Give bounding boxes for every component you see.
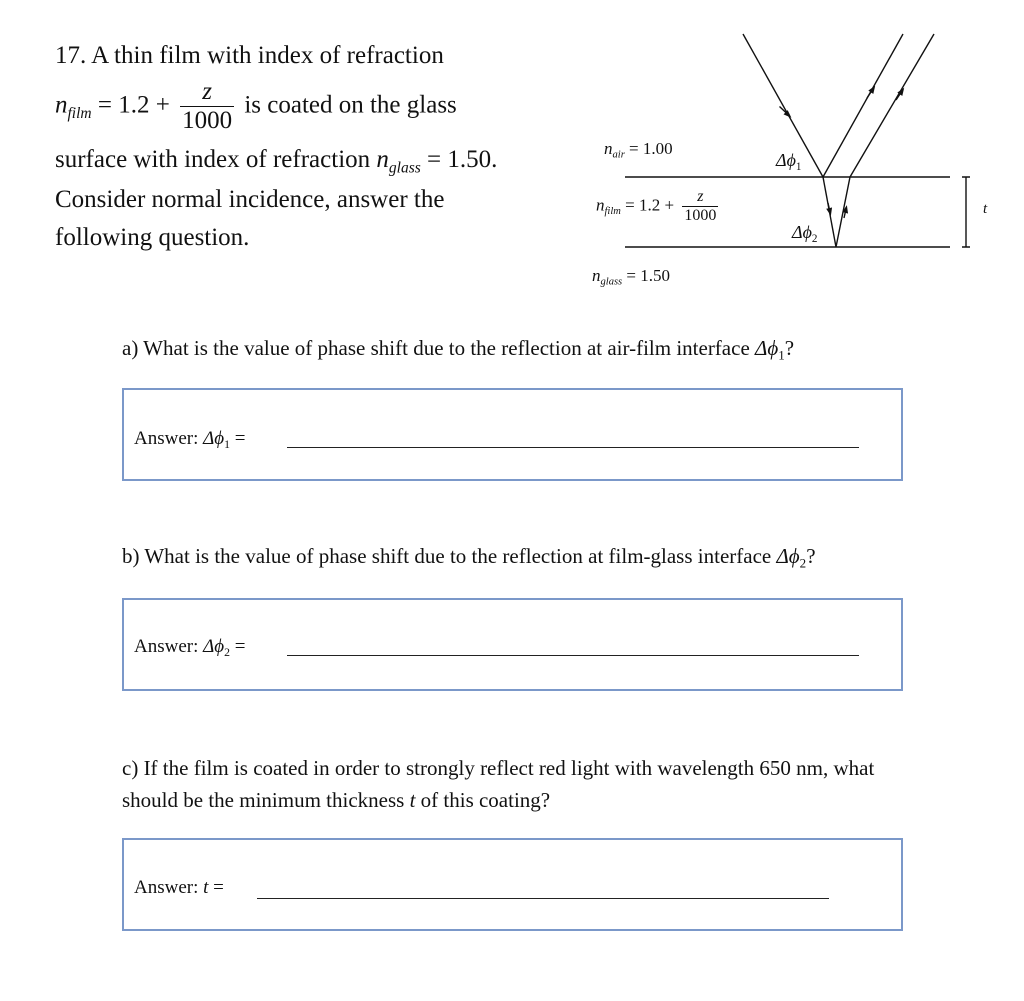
part-b-text: b) What is the value of phase shift due to the reflection at film-glass interface <box>122 544 777 568</box>
part-a-end: ? <box>784 336 795 360</box>
thin-film-diagram <box>0 0 1024 300</box>
film-subscript: film <box>604 206 621 218</box>
answer-c-label <box>134 877 224 899</box>
film-equation-prefix: = 1.2 + <box>91 91 177 119</box>
part-a-text: a) What is the value of phase shift due to the reflection at air-film interface <box>122 336 756 360</box>
film-prefix: = 1.2 + <box>620 195 679 215</box>
answer-subscript: 1 <box>224 438 231 452</box>
air-subscript: air <box>612 149 625 161</box>
phase-subscript: 2 <box>811 232 818 245</box>
part-b-symbol: Δϕ <box>776 544 800 568</box>
answer-box-b[interactable] <box>122 598 903 691</box>
answer-var: t <box>203 877 209 898</box>
part-c-line-2-start: should be the minimum thickness <box>122 788 410 812</box>
part-a-question <box>122 336 794 361</box>
phase-symbol: Δϕ <box>776 150 796 170</box>
part-b-end: ? <box>806 544 816 568</box>
answer-b-blank[interactable] <box>287 655 859 656</box>
air-index-label: $n_{air} = 1.00$ <box>604 139 673 161</box>
n-symbol: n <box>376 146 389 173</box>
answer-a-label <box>134 428 246 450</box>
question-line-5: following question. <box>55 224 250 251</box>
glass-value: = 1.50. <box>420 146 498 173</box>
part-b-question <box>122 544 816 569</box>
part-c-line-2-end: of this coating? <box>415 788 551 812</box>
internal-arrow <box>844 209 846 218</box>
answer-box-c[interactable] <box>122 838 903 931</box>
air-value: = 1.00 <box>624 139 673 158</box>
diagram-fraction <box>682 188 718 225</box>
thickness-bracket <box>962 177 970 247</box>
answer-prefix: Answer: <box>134 636 204 657</box>
question-line-2-rest: is coated on the glass <box>244 91 457 119</box>
glass-index-label: $n_{glass} = 1.50$ <box>592 266 670 288</box>
answer-box-a[interactable] <box>122 388 903 481</box>
thickness-label: t <box>983 201 988 217</box>
question-intro: A thin film with index of refraction <box>91 42 444 69</box>
answer-a-blank[interactable] <box>287 447 859 448</box>
glass-value: = 1.50 <box>622 266 670 285</box>
internal-reflected-ray <box>836 177 850 247</box>
glass-subscript: glass <box>600 276 623 288</box>
fraction-numerator: z <box>202 78 212 105</box>
part-c-var: t <box>409 788 416 812</box>
answer-symbol: Δϕ <box>203 636 225 657</box>
answer-c-blank[interactable] <box>257 898 829 899</box>
diagram-fraction-numerator: z <box>697 188 704 205</box>
answer-b-label <box>134 636 246 658</box>
reflected-arrow-1 <box>867 89 873 98</box>
glass-subscript: glass <box>388 159 421 177</box>
phase-symbol: Δϕ <box>792 222 812 242</box>
answer-prefix: Answer: <box>134 877 204 898</box>
phase-shift-1-label <box>776 150 801 171</box>
question-number: 17. <box>55 42 87 69</box>
phase-subscript: 1 <box>795 160 802 173</box>
film-index-label: $n_{film} = 1.2$ + $\frac{z}{1000}$ <box>596 188 717 224</box>
question-line-3-text: surface with index of refraction <box>55 146 377 173</box>
fraction-denominator: 1000 <box>182 106 233 134</box>
part-a-subscript: 1 <box>778 347 785 363</box>
answer-subscript: 2 <box>224 646 231 660</box>
answer-equals: = <box>208 877 224 898</box>
part-c-question-line-1: c) If the film is coated in order to strongly reflect red light with wavelength 650 nm, what <box>122 756 875 780</box>
part-b-subscript: 2 <box>799 555 807 571</box>
answer-prefix: Answer: <box>134 428 204 449</box>
diagram-fraction-denominator: 1000 <box>684 206 717 224</box>
phase-shift-2-label <box>792 222 817 243</box>
refracted-arrow <box>828 203 830 212</box>
answer-equals: = <box>230 428 246 449</box>
answer-equals: = <box>230 636 246 657</box>
part-c-question-line-2 <box>122 788 550 813</box>
part-a-symbol: Δϕ <box>755 336 779 360</box>
film-subscript: film <box>67 104 92 122</box>
question-line-4: Consider normal incidence, answer the <box>55 186 445 213</box>
answer-symbol: Δϕ <box>203 428 225 449</box>
n-symbol: n <box>55 91 68 119</box>
